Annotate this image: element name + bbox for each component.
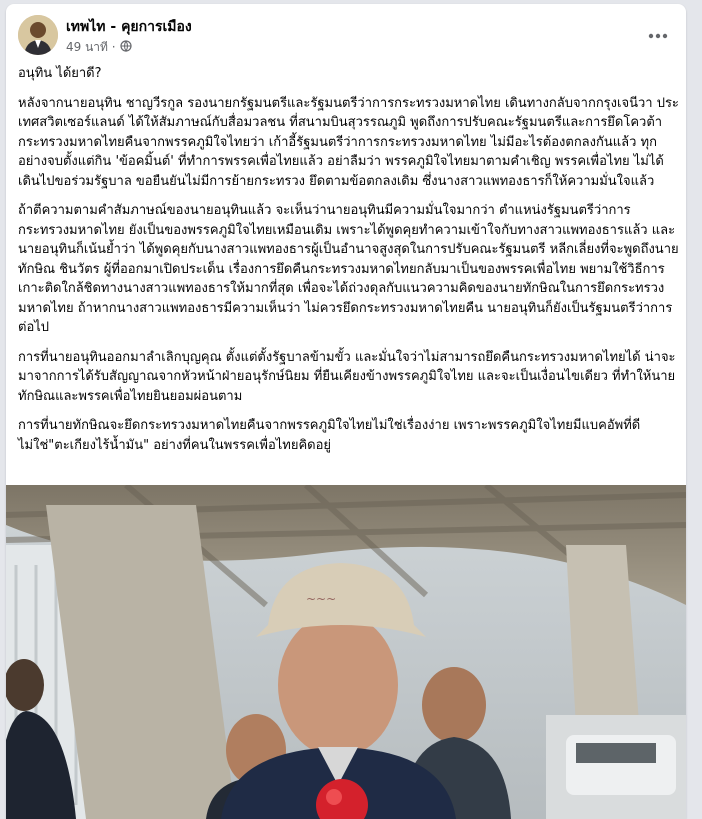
post-paragraph: การที่นายทักษิณจะยึดกระทรวงมหาดไทยคืนจากพรรคภูมิใจไทยไม่ใช่เรื่องง่าย เพราะพรรคภูมิใจไทยมีแบคอัพที่ดี ไม่ใช่"ตะเกียงไร้น้ำมัน" อย่างที่คนในพรรคเพื่อไทยคิดอยู่ [18, 418, 641, 453]
airport-press-photo [6, 485, 686, 819]
author-name[interactable]: เทพไท - คุยการเมือง [66, 19, 192, 35]
post-paragraph: หลังจากนายอนุทิน ชาญวีรกูล รองนายกรัฐมนตรีและรัฐมนตรีว่าการกระทรวงมหาดไทย เดินทางกลับจากกรุงเจนีวา ประเทศสวิตเซอร์แลนด์ ได้ให้สัมภาษณ์กับสื่อมวลชน ที่สนามบินสุวรรณภูมิ พูดถึงการปรับคณะรัฐมนตรีและการยึดโควต้ากระทรวงมหาดไทยคืนจากพรรคภูมิใจไทยว่า เก้าอี้รัฐมนตรีว่าการกระทรวงมหาดไทย ไม่มีอะไรต้องตกลงกันแล้ว ทุกอย่างจบตั้งแต่กิน 'ข้อคมิ้นต์' ที่ทำการพรรคเพื่อไทยแล้ว อย่าลืมว่า พรรคภูมิใจไทยมาตามคำเชิญ พรรคเพื่อไทย ไม่ได้เดินไปขอร่วมรัฐบาล ขอยืนยันไม่มีการย้ายกระทรวง ยึดตามข้อตกลงเดิม ซึ่งนางสาวแพทองธารก็ให้ความมั่นใจแล้ว [18, 95, 679, 189]
post-card [6, 4, 686, 819]
post-meta [66, 38, 132, 57]
post-paragraph: การที่นายอนุทินออกมาลำเลิกบุญคุณ ตั้งแต่ตั้งรัฐบาลข้ามขั้ว และมั่นใจว่าไม่สามารถยึดคืนกระทรวงมหาดไทยได้ น่าจะมาจากการได้รับสัญญาณจากหัวหน้าฝ่ายอนุรักษ์นิยม ที่ยืนเคียงข้างพรรคภูมิใจไทย และจะเป็นเงื่อนไขเดียว ที่ทำให้นายทักษิณและพรรคเพื่อไทยยินยอมผ่อนตาม [18, 349, 676, 404]
globe-icon[interactable] [120, 40, 132, 55]
post-header [6, 4, 686, 62]
more-options-button[interactable] [640, 18, 676, 54]
post-body [18, 64, 680, 465]
svg-text:~~~: ~~~ [306, 592, 337, 606]
post-photo[interactable] [6, 485, 686, 819]
avatar[interactable] [18, 15, 58, 55]
avatar-photo [18, 15, 58, 55]
timestamp[interactable]: 49 นาที · [66, 40, 116, 54]
more-horizontal-icon [648, 33, 668, 39]
post-headline: อนุทิน ได้ยาดี? [18, 66, 102, 81]
post-paragraph: ถ้าตีความตามคำสัมภาษณ์ของนายอนุทินแล้ว จะเห็นว่านายอนุทินมีความมั่นใจมากว่า ตำแหน่งรัฐมนตรีว่าการกระทรวงมหาดไทย ยังเป็นของพรรคภูมิใจไทยเหมือนเดิม เพราะได้พูดคุยทำความเข้าใจกับทางสาวแพทองธารแล้ว และนายอนุทินก็เน้นย้ำว่า ได้พูดคุยกับนางสาวแพทองธารผู้เป็นอำนาจสูงสุดในการปรับคณะรัฐมนตรี หลีกเลี่ยงที่จะพูดถึงนายทักษิณ ชินวัตร ผู้ที่ออกมาเปิดประเด็น เรื่องการยึดคืนกระทรวงมหาดไทยกลับมาเป็นของพรรคเพื่อไทย พยามใช้วิธีการเกาะติดใกล้ชิดทางนางสาวแพทองธารให้มากที่สุด เพื่อจะได้ถ่วงดุลกับแนวความคิดของนายทักษิณในการยึดกระทรวงมหาดไทย ถ้าหากนางสาวแพทองธารมีความเห็นว่า ไม่ควรยึดกระทรวงมหาดไทยคืน นายอนุทินก็ยังเป็นรัฐมนตรีว่าการต่อไป [18, 203, 679, 335]
